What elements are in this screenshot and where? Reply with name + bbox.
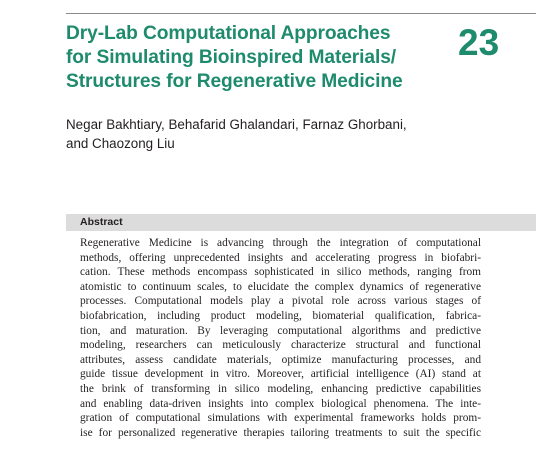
author-list bbox=[66, 115, 486, 153]
abstract-line: processes. Computational models play a pivotal role across various stages of bbox=[80, 295, 481, 308]
abstract-body bbox=[80, 236, 481, 440]
abstract-line: attributes, assess candidate materials, optimize manufacturing processes, and bbox=[80, 353, 481, 366]
abstract-line: tion, and maturation. By leveraging computational algorithms and predictive bbox=[80, 324, 481, 337]
abstract-line: and enabling data-driven insights into complex biological phenomena. The inte- bbox=[80, 397, 481, 410]
abstract-line: cation. These methods encompass sophisticated in silico methods, ranging from bbox=[80, 266, 481, 279]
abstract-line: guide tissue development in vitro. Moreover, artificial intelligence (AI) stand at bbox=[80, 368, 481, 381]
chapter-title-line: Dry-Lab Computational Approaches bbox=[66, 23, 391, 44]
chapter-title bbox=[66, 22, 446, 94]
abstract-line: ise for personalized regenerative therapies tailoring treatments to suit the specific bbox=[80, 426, 481, 439]
chapter-number: 23 bbox=[458, 22, 500, 63]
abstract-label: Abstract bbox=[80, 216, 123, 228]
abstract-line: the brink of transforming in silico modeling, enhancing predictive capabilities bbox=[80, 382, 481, 395]
chapter-title-line: for Simulating Bioinspired Materials/ bbox=[66, 47, 397, 68]
author-line: Negar Bakhtiary, Behafarid Ghalandari, Farnaz Ghorbani, bbox=[66, 117, 407, 132]
abstract-line: modeling, researchers can meticulously characterize structural and functional bbox=[80, 339, 481, 352]
abstract-line: atomistic to continuum scales, to elucidate the complex dynamics of regenerative bbox=[80, 280, 481, 293]
chapter-title-line: Structures for Regenerative Medicine bbox=[66, 71, 403, 92]
abstract-header-bar bbox=[66, 214, 536, 231]
author-line: and Chaozong Liu bbox=[66, 136, 175, 151]
abstract-line: biofabrication, including product modeling, biomaterial qualification, fabrica- bbox=[80, 309, 481, 322]
abstract-line: Regenerative Medicine is advancing through the integration of computational bbox=[80, 237, 481, 249]
header-rule bbox=[66, 13, 536, 14]
abstract-line: methods, offering unprecedented insights and accelerating progress in biofabri- bbox=[80, 251, 481, 264]
abstract-line: gration of computational simulations with experimental frameworks holds prom- bbox=[80, 412, 481, 425]
